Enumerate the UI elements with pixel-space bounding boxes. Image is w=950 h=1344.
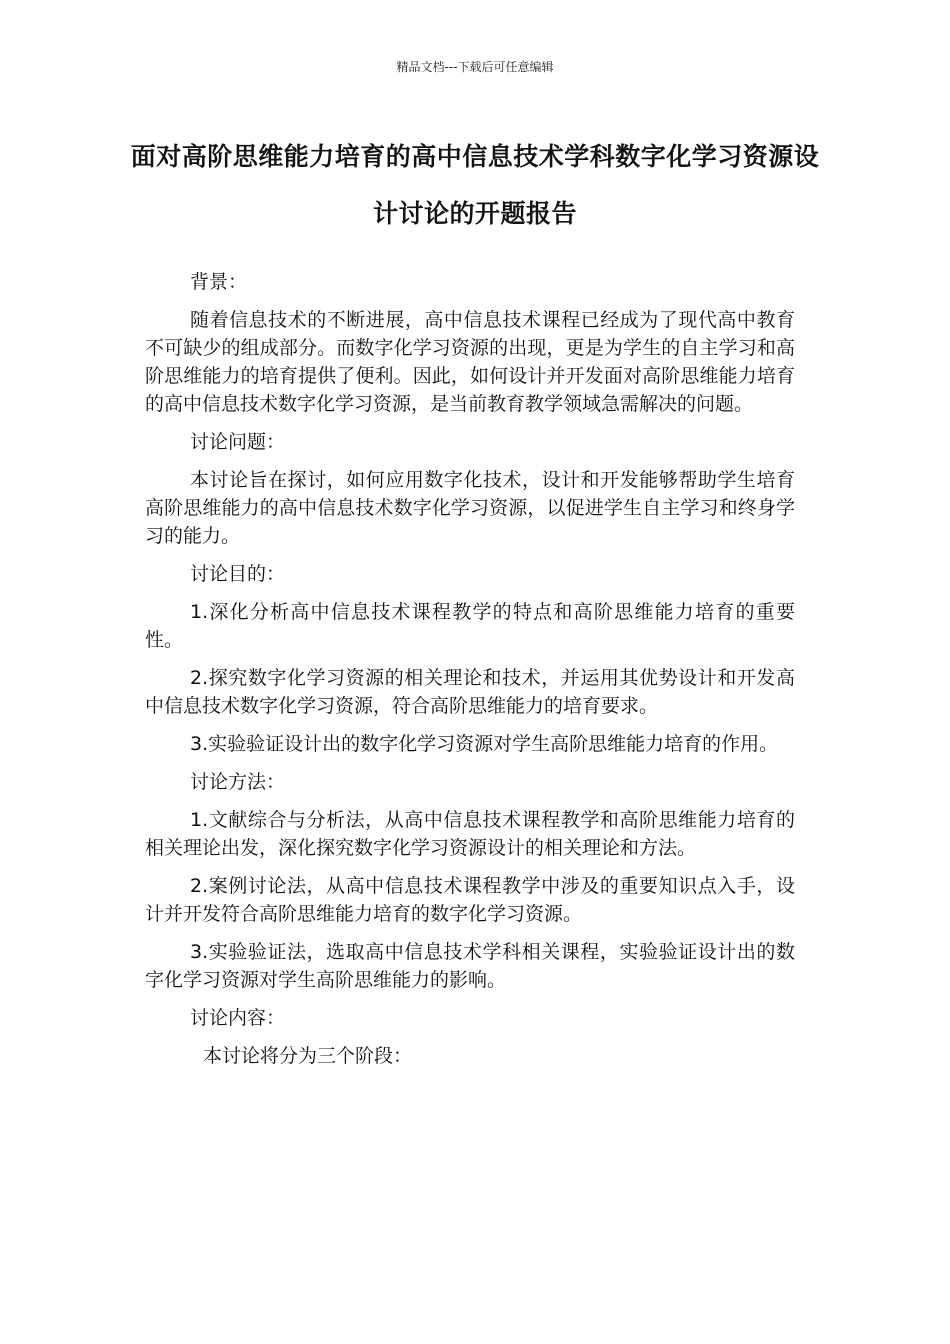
method-item-1: 1.文献综合与分析法，从高中信息技术课程教学和高阶思维能力培育的相关理论出发，深化探究数字化学习资源设计的相关理论和方法。 bbox=[145, 809, 795, 859]
purpose-item-3: 3.实验验证设计出的数字化学习资源对学生高阶思维能力培育的作用。 bbox=[190, 733, 779, 755]
purpose-item-2: 2.探究数字化学习资源的相关理论和技术，并运用其优势设计和开发高中信息技术数字化学习资源，符合高阶思维能力的培育要求。 bbox=[145, 667, 795, 717]
background-paragraph: 随着信息技术的不断进展，高中信息技术课程已经成为了现代高中教育不可缺少的组成部分。而数字化学习资源的出现，更是为学生的自主学习和高阶思维能力的培育提供了便利。因此，如何设计并开发面对高阶思维能力培育的高中信息技术数字化学习资源，是当前教育教学领域急需解决的问题。 bbox=[145, 309, 795, 415]
background-heading: 背景： bbox=[190, 271, 248, 293]
method-item-2: 2.案例讨论法，从高中信息技术课程教学中涉及的重要知识点入手，设计并开发符合高阶思维能力培育的数字化学习资源。 bbox=[145, 875, 795, 925]
content-heading: 讨论内容： bbox=[190, 1007, 286, 1029]
purpose-heading: 讨论目的： bbox=[190, 563, 286, 585]
document-body bbox=[145, 268, 795, 1070]
header-note: 精品文档---下载后可任意编辑 bbox=[396, 60, 554, 74]
content-intro: 本讨论将分为三个阶段： bbox=[203, 1045, 413, 1067]
method-item-3: 3.实验验证法，选取高中信息技术学科相关课程，实验验证设计出的数字化学习资源对学生高阶思维能力的影响。 bbox=[145, 941, 795, 991]
purpose-item-1: 1.深化分析高中信息技术课程教学的特点和高阶思维能力培育的重要性。 bbox=[145, 601, 795, 651]
method-heading: 讨论方法： bbox=[190, 771, 286, 793]
question-paragraph: 本讨论旨在探讨，如何应用数字化技术，设计和开发能够帮助学生培育高阶思维能力的高中信息技术数字化学习资源，以促进学生自主学习和终身学习的能力。 bbox=[145, 469, 795, 547]
document-title: 面对高阶思维能力培育的高中信息技术学科数字化学习资源设计讨论的开题报告 bbox=[130, 142, 820, 228]
question-heading: 讨论问题： bbox=[190, 431, 286, 453]
